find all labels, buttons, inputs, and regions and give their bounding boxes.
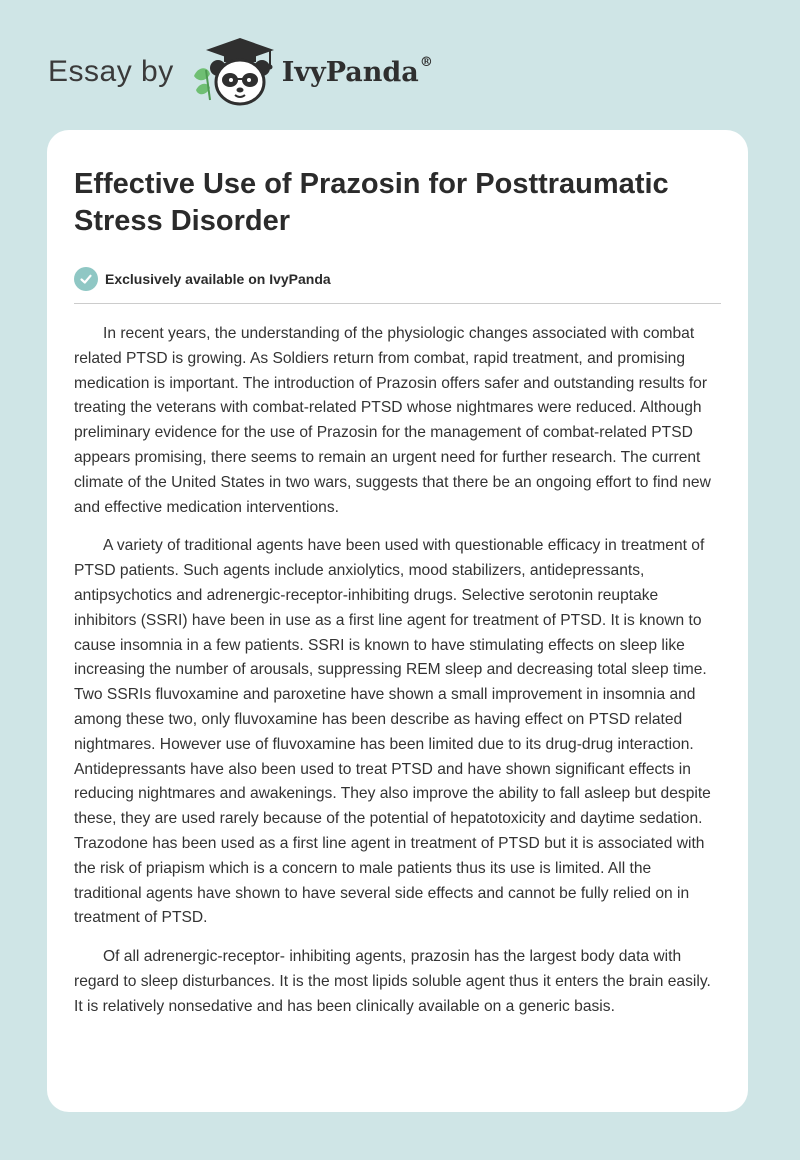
- brand-name-text: IvyPanda: [281, 56, 419, 88]
- divider: [74, 303, 721, 304]
- check-circle-icon: [74, 267, 98, 291]
- exclusive-badge: [74, 264, 721, 294]
- check-mark-icon: [79, 272, 93, 286]
- paragraph: Of all adrenergic-receptor- inhibiting agents, prazosin has the largest body data with regard to sleep disturbances. It is the most lipids soluble agent thus it enters the brain easily. It is relatively nonsedative and has been clinically available on a generic basis.: [74, 948, 711, 1015]
- registered-mark: ®: [419, 54, 433, 70]
- site-header: [48, 36, 433, 108]
- badge-text: Exclusively available on IvyPanda: [105, 271, 331, 287]
- brand-name[interactable]: [281, 54, 433, 88]
- paragraph: A variety of traditional agents have been used with questionable efficacy in treatment of PTSD patients. Such agents include anxiolytics, mood stabilizers, antidepressants, antipsychotics and adrenergic-receptor-inhibiting drugs. Selective serotonin reuptake inhibitors (SSRI) have been in use as a first line agent for treatment of PTSD. It is known to cause insomnia in a few patients. SSRI is known to have stimulating effects on sleep like increasing the number of arousals, suppressing REM sleep and decreasing total sleep time. Two SSRIs fluvoxamine and paroxetine have shown a small improvement in insomnia and among these two, only fluvoxamine has been describe as having effect on PTSD related nightmares. However use of fluvoxamine has been limited due to its drug-drug interaction. Antidepressants have also been used to treat PTSD and have shown significant effects in reducing nightmares and awakenings. They also improve the ability to fall asleep but despite these, they are used rarely because of the potential of hepatotoxicity and daytime sedation. Trazodone has been used as a first line agent in treatment of PTSD but it is associated with the risk of priapism which is a concern to male patients thus its use is limited. All the traditional agents have shown to have several side effects and cannot be fully relied on in treatment of PTSD.: [74, 537, 711, 927]
- panda-logo-icon: [190, 36, 278, 108]
- essay-title: Effective Use of Prazosin for Posttraumatic Stress Disorder: [74, 168, 669, 237]
- paragraph: In recent years, the understanding of the physiologic changes associated with combat related PTSD is growing. As Soldiers return from combat, rapid treatment, and promising medication is important. The introduction of Prazosin offers safer and outstanding results for treating the veterans with combat-related PTSD whose nightmares were reduced. Although preliminary evidence for the use of Prazosin for the management of combat-related PTSD appears promising, there seems to remain an urgent need for further research. The current climate of the United States in two wars, suggests that there be an ongoing effort to find new and effective medication interventions.: [74, 325, 711, 516]
- essay-by-label: Essay by: [48, 55, 174, 88]
- essay-card: [47, 130, 748, 1112]
